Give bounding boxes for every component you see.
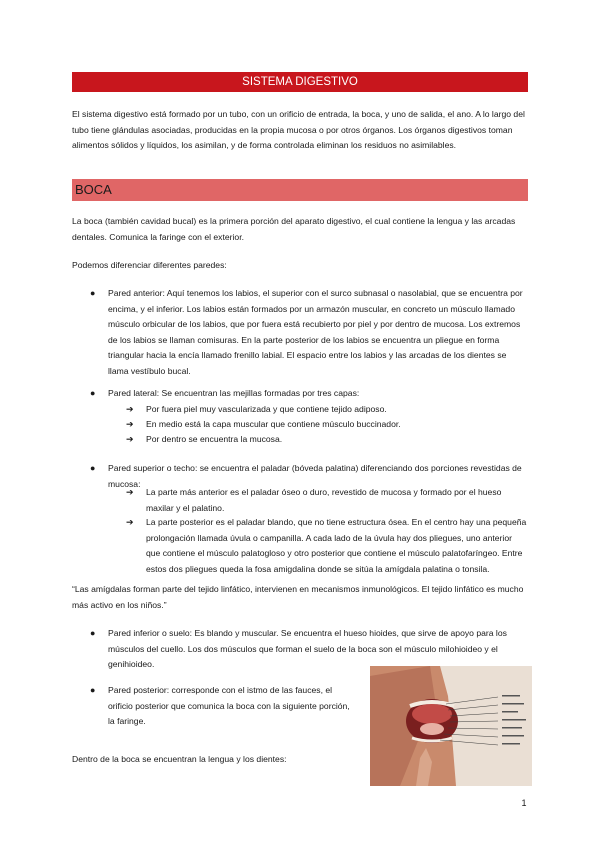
sub-item-text: La parte posterior es el paladar blando, que no tiene estructura ósea. En el centro hay una pequeña prolongación llamada úvula o campanilla. A cada lado de la úvula hay dos pliegues, uno anterior que contiene el músculo palatogloso y otro posterior que contiene el músculo palatofaríngeo. Entre estos dos pliegues queda la fosa amigdalina donde se sitúa la amígdala palatina o tonsila.: [146, 517, 527, 574]
list-item-text: Pared lateral: Se encuentran las mejillas formadas por tres capas:: [108, 388, 360, 398]
sub-item-text: La parte más anterior es el paladar óseo o duro, revestido de mucosa y formado por el hueso maxilar y el palatino.: [146, 487, 502, 513]
sub-item-text: Por fuera piel muy vascularizada y que contiene tejido adiposo.: [146, 404, 387, 414]
sub-item-text: Por dentro se encuentra la mucosa.: [146, 434, 283, 444]
arrow-icon: ➔: [126, 434, 134, 444]
arrow-icon: ➔: [126, 487, 134, 497]
list-item-pared-posterior: [90, 683, 358, 730]
page-title: SISTEMA DIGESTIVO: [72, 72, 528, 92]
list-item-pared-lateral: [90, 386, 528, 402]
list-item-text: Pared anterior: Aquí tenemos los labios, el superior con el surco subnasal o nasolabial, que se encuentra por encima, y el inferior. Los labios están formados por un armazón muscular, en concreto un músculo llamado músculo orbicular de los labios, que por fuera está recubierto por piel y por dentro de mucosa. Los extremos de los labios se llaman comisuras. En la parte posterior de los labios se encuentra un pliegue en forma triangular hacia la encía llamado frenillo labial. El espacio entre los labios y las arcadas de los dientes se llama vestíbulo bucal.: [108, 288, 523, 376]
section-heading: BOCA: [72, 179, 528, 201]
sub-item: [126, 515, 528, 577]
arrow-icon: ➔: [126, 517, 134, 527]
quote-paragraph: “Las amígdalas forman parte del tejido linfático, intervienen en mecanismos inmunológicos. El tejido linfático es mucho más activo en los niños.”: [72, 584, 524, 610]
sub-item: [126, 432, 528, 448]
sub-item-text: En medio está la capa muscular que contiene músculo buccinador.: [146, 419, 401, 429]
arrow-icon: ➔: [126, 404, 134, 414]
sub-item: [126, 417, 528, 433]
list-item-pared-anterior: [90, 286, 528, 380]
paredes-intro: Podemos diferenciar diferentes paredes:: [72, 260, 227, 270]
mouth-anatomy-photo: [370, 666, 532, 786]
sub-item: [126, 485, 528, 516]
sub-item: [126, 402, 528, 418]
bullet-icon: ●: [90, 628, 96, 638]
bullet-icon: ●: [90, 388, 96, 398]
list-item-text: Pared inferior o suelo: Es blando y muscular. Se encuentra el hueso hioides, que sirve de apoyo para los músculos del cuello. Los dos músculos que forman el suelo de la boca son el músculo milohioideo y el genihioideo.: [108, 628, 507, 670]
list-item-text: Pared superior o techo: se encuentra el paladar (bóveda palatina) diferenciando dos porciones revestidas de mucosa:: [108, 463, 522, 489]
mouth-anatomy-illustration: [370, 666, 532, 786]
bullet-icon: ●: [90, 463, 96, 473]
bullet-icon: ●: [90, 288, 96, 298]
boca-intro-paragraph: La boca (también cavidad bucal) es la primera porción del aparato digestivo, el cual contiene la lengua y las arcadas dentales. Comunica la faringe con el exterior.: [72, 216, 516, 242]
arrow-icon: ➔: [126, 419, 134, 429]
bullet-icon: ●: [90, 685, 96, 695]
closing-paragraph: Dentro de la boca se encuentran la lengua y los dientes:: [72, 754, 287, 764]
list-item-text: Pared posterior: corresponde con el istmo de las fauces, el orificio posterior que comunica la boca con la siguiente porción, la faringe.: [108, 685, 350, 727]
intro-paragraph: El sistema digestivo está formado por un tubo, con un orificio de entrada, la boca, y uno de salida, el ano. A lo largo del tubo tiene glándulas asociadas, producidas en la propia mucosa o por otros órganos. Los órganos digestivos toman alimentos sólidos y líquidos, los asimilan, y de forma controlada eliminan los residuos no asimilables.: [72, 109, 525, 151]
page-number: 1: [521, 798, 527, 808]
